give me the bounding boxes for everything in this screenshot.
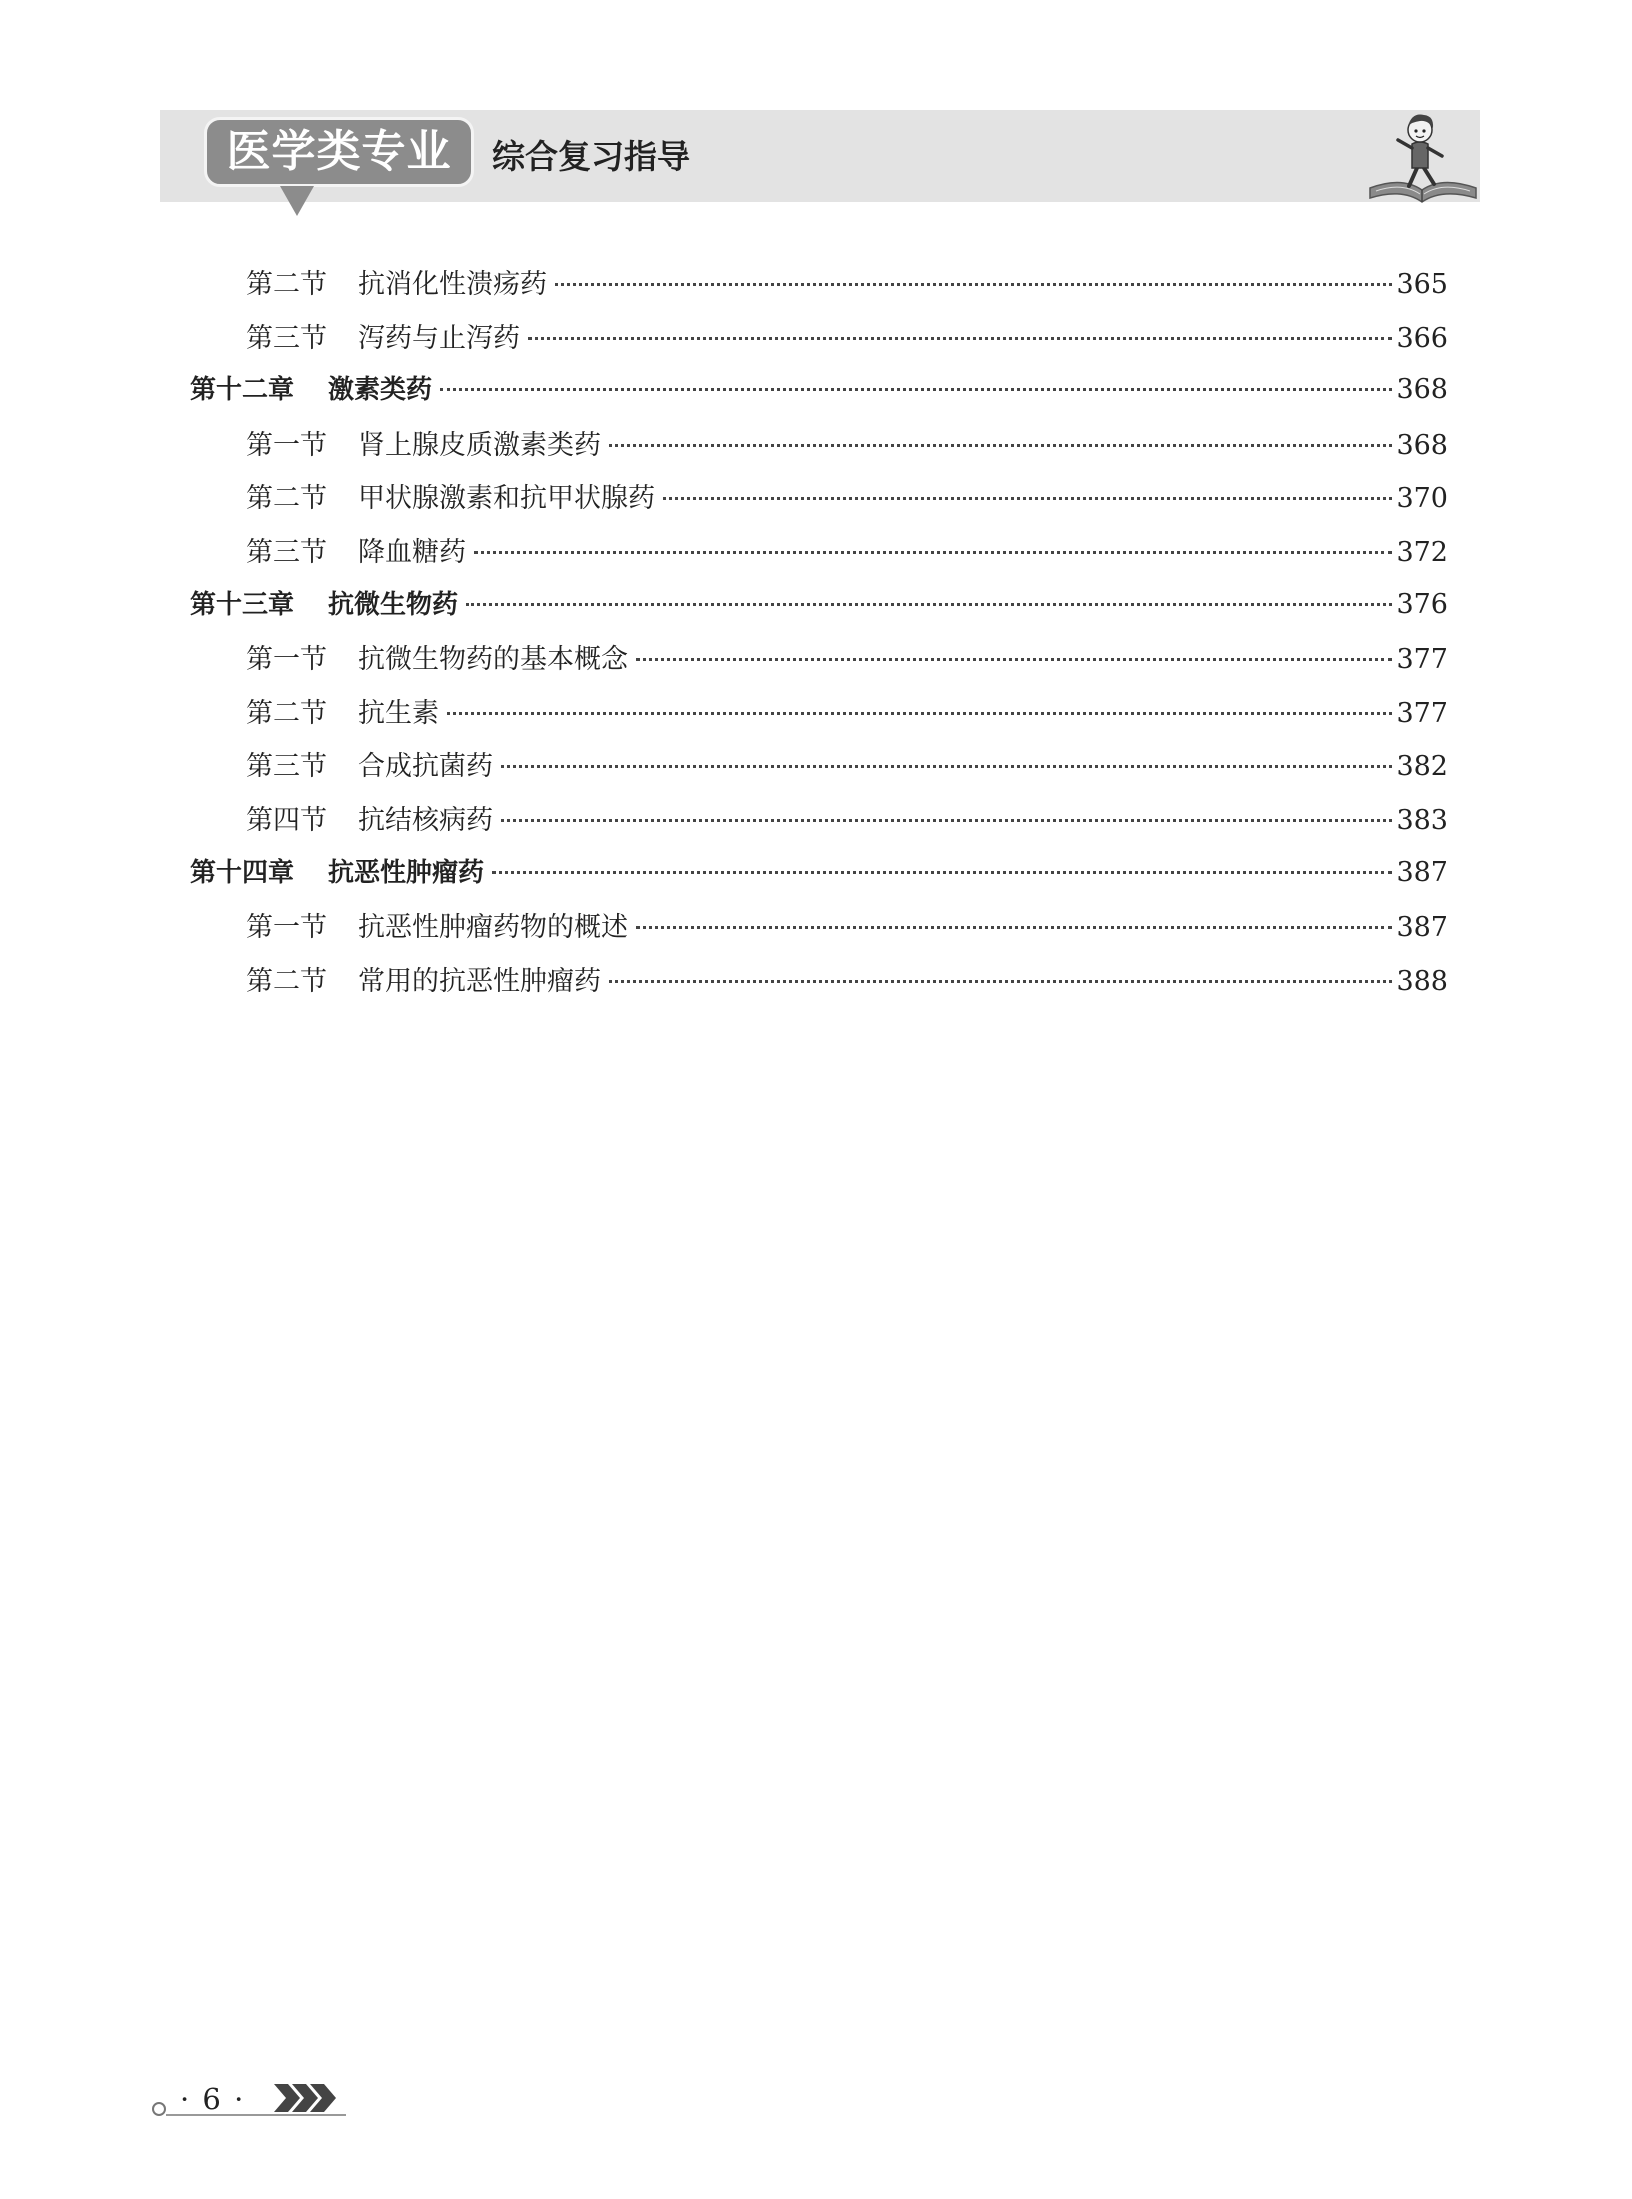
toc-section-number: 第三节: [246, 322, 327, 354]
toc-leader-dots: [636, 658, 1392, 661]
toc-section-title: 常用的抗恶性肿瘤药: [358, 965, 601, 997]
book-title: 医学类专业: [226, 126, 452, 177]
toc-page-number: 388: [1396, 965, 1448, 997]
toc-chapter-row[interactable]: [190, 369, 1448, 423]
toc-leader-dots: [474, 551, 1392, 554]
toc-page-number: 365: [1396, 269, 1448, 300]
toc-section-title: 降血糖药: [358, 536, 466, 568]
toc-page-number: 368: [1396, 429, 1448, 461]
toc-chapter-title: 激素类药: [328, 375, 433, 406]
toc-page-number: 370: [1396, 483, 1448, 515]
toc-leader-dots: [609, 980, 1392, 983]
toc-leader-dots: [447, 712, 1392, 715]
toc-section-row[interactable]: [190, 262, 1448, 316]
footer-circle-icon: [152, 2102, 166, 2116]
toc-page-number: 377: [1396, 697, 1448, 729]
toc-section-row[interactable]: [190, 691, 1448, 745]
toc-section-number: 第三节: [246, 751, 327, 783]
toc-section-title: 抗生素: [358, 697, 439, 729]
toc-leader-dots: [466, 603, 1392, 606]
toc-section-row[interactable]: [190, 476, 1448, 530]
toc-section-number: 第二节: [246, 483, 327, 515]
toc-leader-dots: [501, 819, 1392, 822]
toc-leader-dots: [501, 765, 1392, 768]
toc-page-number: 387: [1396, 912, 1448, 944]
toc-leader-dots: [555, 283, 1392, 286]
toc-section-number: 第一节: [246, 429, 327, 461]
toc-section-row[interactable]: [190, 744, 1448, 798]
title-tab-pointer: [280, 186, 314, 216]
toc-leader-dots: [440, 388, 1392, 391]
page-footer: [152, 2080, 352, 2120]
toc-chapter-title: 抗恶性肿瘤药: [328, 857, 485, 888]
toc-page-number: 368: [1396, 374, 1448, 406]
toc-chapter-row[interactable]: [190, 852, 1448, 906]
toc-section-row[interactable]: [190, 905, 1448, 959]
toc-chapter-number: 第十二章: [190, 375, 295, 406]
toc-section-title: 抗消化性溃疡药: [358, 269, 547, 300]
toc-section-title: 抗恶性肿瘤药物的概述: [358, 912, 628, 944]
footer-page-number: · 6 ·: [180, 2082, 246, 2116]
toc-chapter-number: 第十三章: [190, 589, 295, 620]
toc-section-title: 合成抗菌药: [358, 751, 493, 783]
toc-section-number: 第一节: [246, 912, 327, 944]
toc-section-title: 抗结核病药: [358, 804, 493, 836]
toc-section-number: 第二节: [246, 965, 327, 997]
triple-chevron-right-icon: [270, 2080, 340, 2116]
toc-leader-dots: [609, 444, 1392, 447]
toc-page-number: 383: [1396, 804, 1448, 836]
toc-chapter-row[interactable]: [190, 584, 1448, 638]
toc-section-number: 第四节: [246, 804, 327, 836]
toc-page-number: 372: [1396, 536, 1448, 568]
toc-section-row[interactable]: [190, 316, 1448, 370]
table-of-contents: [190, 262, 1448, 1012]
toc-section-number: 第二节: [246, 269, 327, 300]
toc-section-title: 泻药与止泻药: [358, 322, 520, 354]
toc-section-row[interactable]: [190, 959, 1448, 1013]
toc-leader-dots: [528, 337, 1392, 340]
toc-section-number: 第三节: [246, 536, 327, 568]
reading-child-icon: [1362, 106, 1482, 206]
toc-leader-dots: [492, 871, 1392, 874]
toc-page-number: 366: [1396, 322, 1448, 354]
toc-section-title: 抗微生物药的基本概念: [358, 644, 628, 676]
toc-leader-dots: [636, 926, 1392, 929]
toc-leader-dots: [663, 497, 1392, 500]
toc-section-number: 第二节: [246, 697, 327, 729]
book-subtitle: 综合复习指导: [492, 137, 690, 176]
toc-section-title: 肾上腺皮质激素类药: [358, 429, 601, 461]
toc-page-number: 376: [1396, 588, 1448, 620]
toc-chapter-title: 抗微生物药: [328, 589, 459, 620]
toc-section-row[interactable]: [190, 798, 1448, 852]
toc-section-title: 甲状腺激素和抗甲状腺药: [358, 483, 655, 515]
toc-page-number: 387: [1396, 856, 1448, 888]
toc-chapter-number: 第十四章: [190, 857, 295, 888]
toc-section-row[interactable]: [190, 423, 1448, 477]
toc-section-row[interactable]: [190, 637, 1448, 691]
toc-page-number: 377: [1396, 644, 1448, 676]
toc-section-row[interactable]: [190, 530, 1448, 584]
toc-section-number: 第一节: [246, 644, 327, 676]
toc-page-number: 382: [1396, 751, 1448, 783]
